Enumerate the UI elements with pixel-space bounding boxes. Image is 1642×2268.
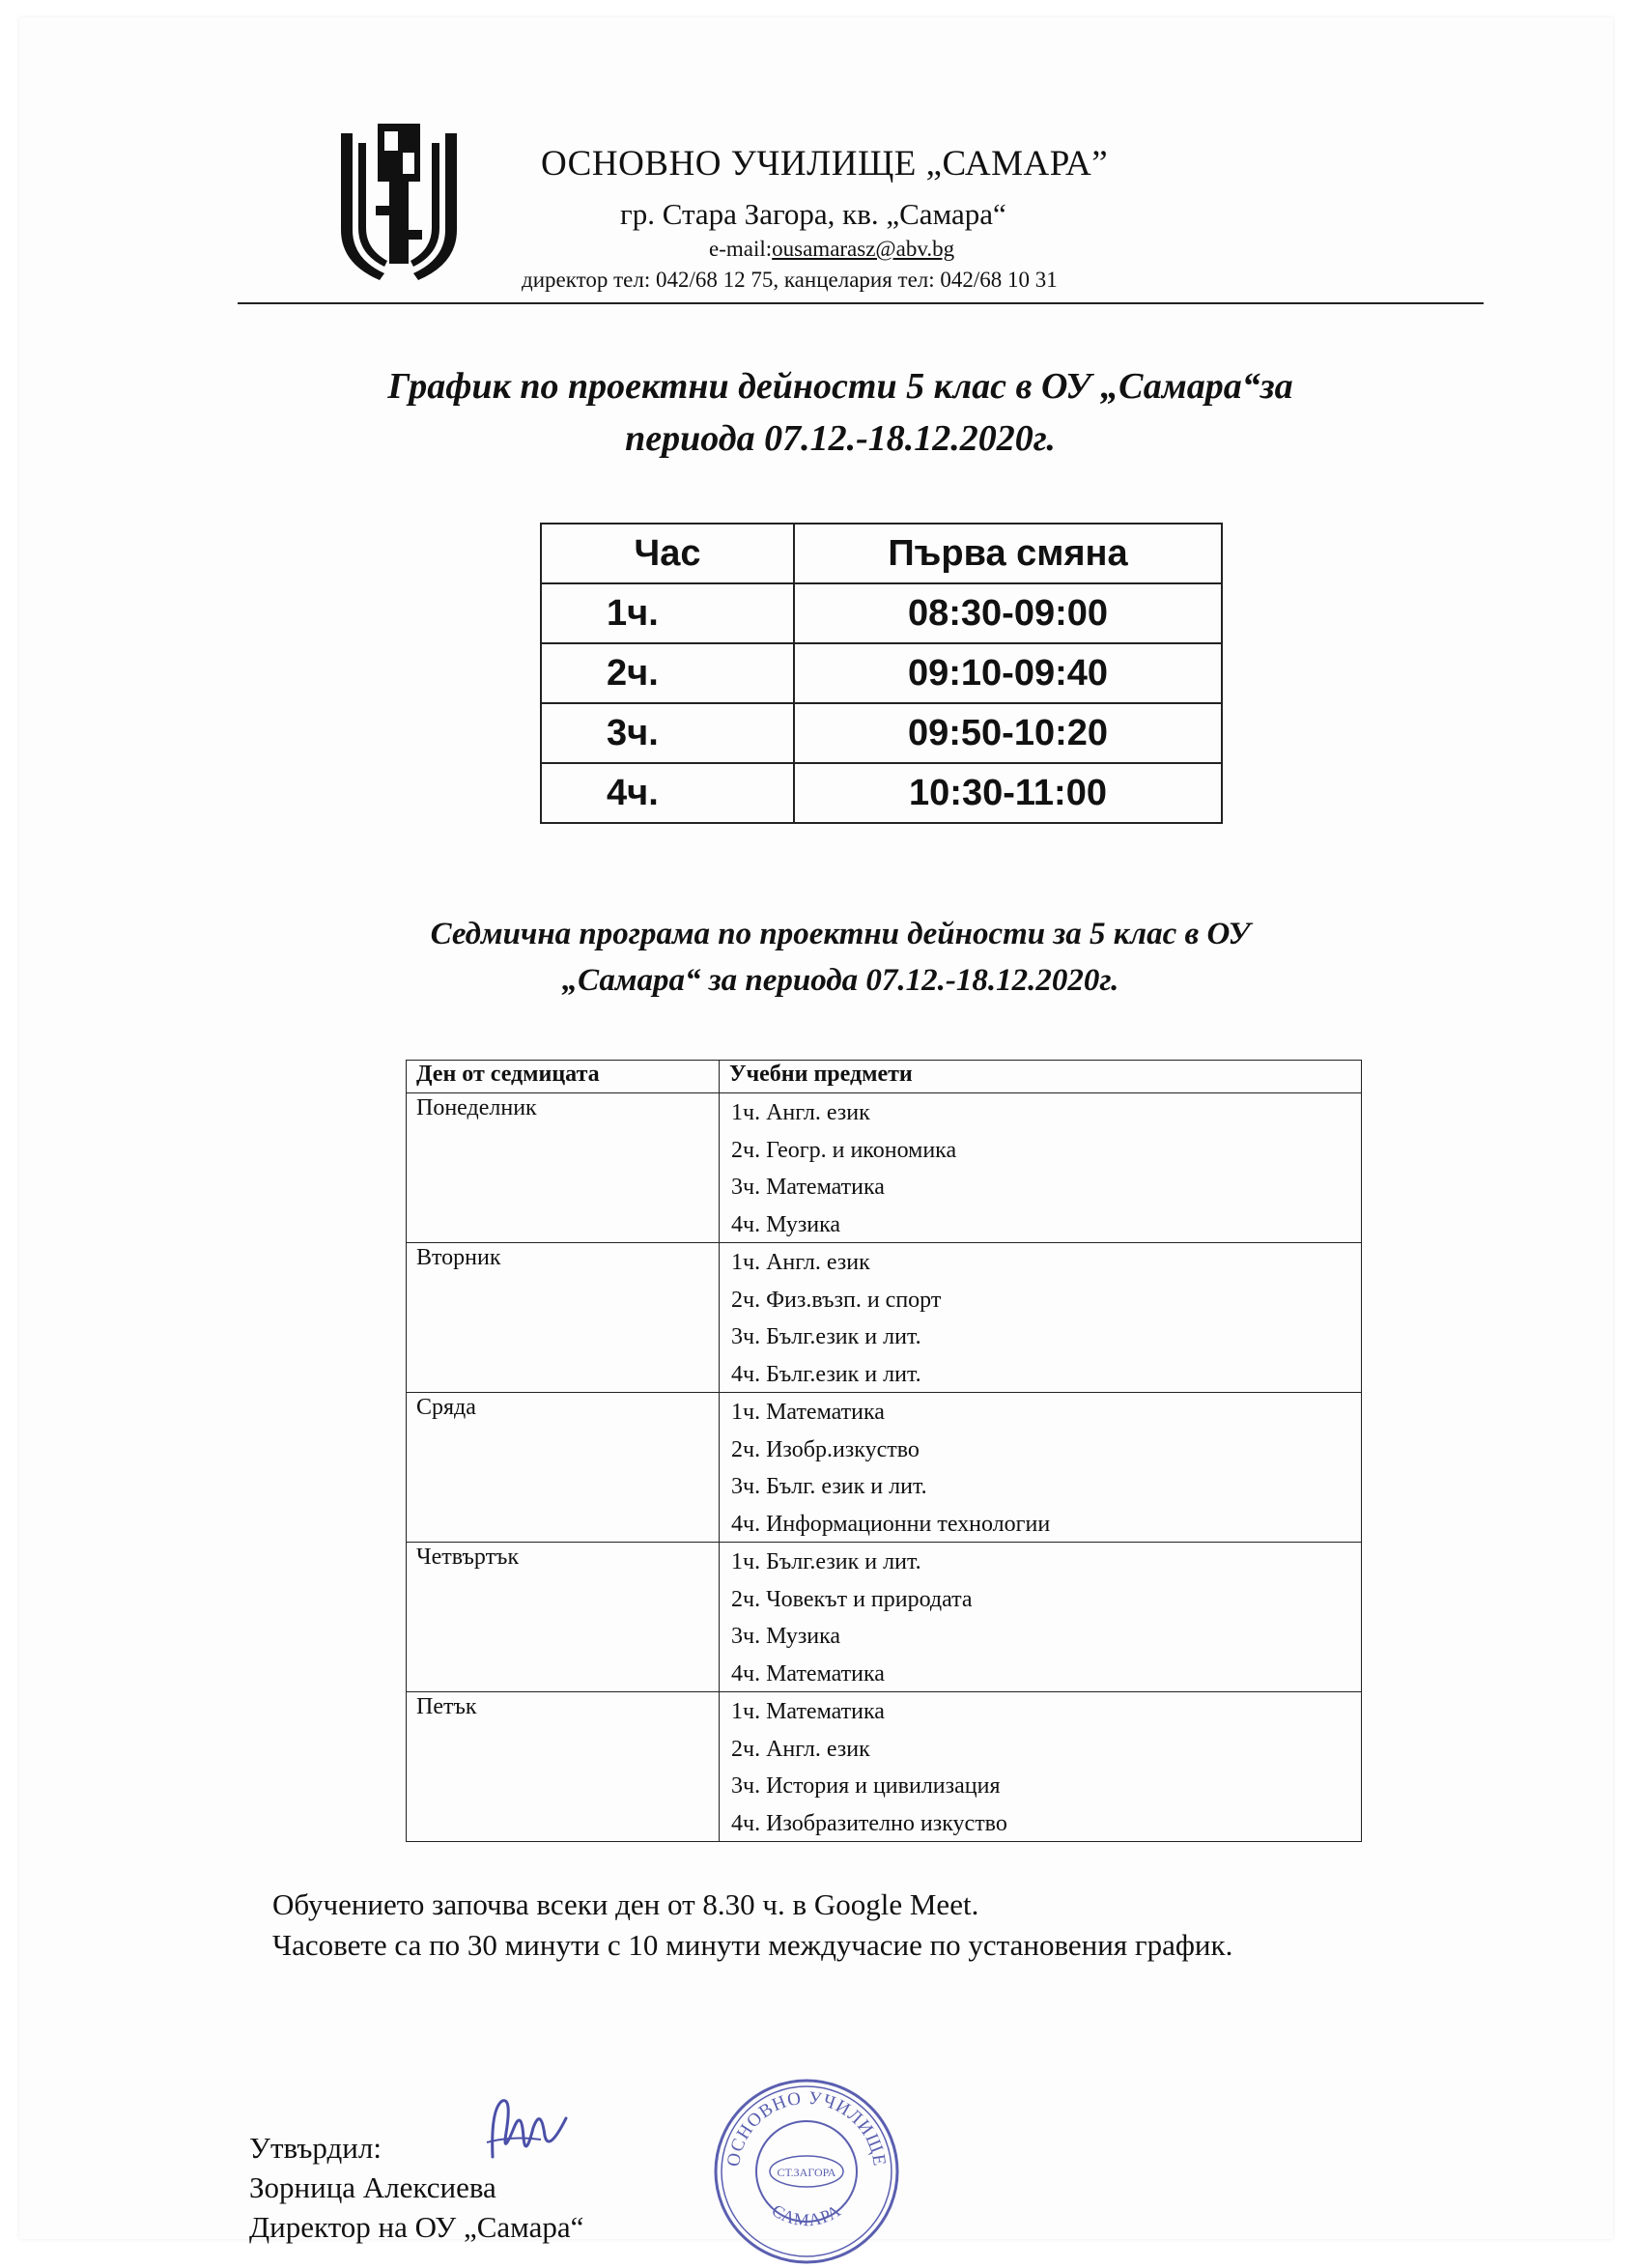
subject-entry: 1ч. Англ. език — [731, 1250, 870, 1275]
week-header-day: Ден от седмицата — [407, 1061, 720, 1093]
week-row-friday — [407, 1692, 1362, 1842]
schedule-title-line1: График по проектни дейности 5 клас в ОУ „Самара“за — [387, 366, 1293, 407]
approver-position: Директор на ОУ „Самара“ — [249, 2210, 584, 2244]
hours-cell-hour: 3ч. — [541, 703, 794, 763]
subject-entry: 1ч. Математика — [731, 1400, 885, 1425]
schedule-title — [212, 360, 1468, 465]
approver-name: Зорница Алексиева — [249, 2170, 496, 2204]
hours-row — [541, 703, 1222, 763]
school-email — [709, 237, 954, 262]
school-stamp — [710, 2075, 903, 2268]
subject-entry: 3ч. Бълг. език и лит. — [731, 1474, 927, 1499]
subject-entry: 1ч. Англ. език — [731, 1100, 870, 1125]
subject-entry: 2ч. Англ. език — [731, 1736, 870, 1762]
subject-entry: 4ч. Изобразително изкуство — [731, 1810, 1007, 1836]
subject-entry: 4ч. Информационни технологии — [731, 1511, 1051, 1537]
weekly-program-title-line1: Седмична програма по проектни дейности за 5 клас в ОУ — [430, 917, 1251, 951]
subject-entry: 3ч. Математика — [731, 1175, 885, 1200]
email-label: e-mail: — [709, 237, 773, 261]
hours-cell-hour: 4ч. — [541, 763, 794, 823]
signature — [473, 2089, 580, 2176]
svg-text:САМАРА — [769, 2200, 845, 2230]
stamp-bottom-text: САМАРА — [768, 2199, 845, 2230]
subject-entry: 1ч. Бълг.език и лит. — [731, 1549, 921, 1574]
hours-row — [541, 763, 1222, 823]
approval-label: Утвърдил: — [249, 2131, 382, 2165]
notes — [272, 1885, 1232, 1966]
hours-cell-time: 09:10-09:40 — [794, 643, 1222, 703]
subject-entry: 4ч. Музика — [731, 1211, 841, 1237]
subject-entry: 4ч. Бълг.език и лит. — [731, 1361, 921, 1387]
hours-cell-time: 09:50-10:20 — [794, 703, 1222, 763]
hours-cell-time: 10:30-11:00 — [794, 763, 1222, 823]
subject-entry: 2ч. Човекът и природата — [731, 1586, 973, 1612]
weekly-program-title-line2: „Самара“ за периода 07.12.-18.12.2020г. — [561, 963, 1119, 998]
hours-header-shift: Първа смяна — [794, 524, 1222, 583]
subject-entry: 2ч. Изобр.изкуство — [731, 1436, 920, 1462]
header-divider — [238, 302, 1484, 304]
weekly-program-title — [212, 911, 1468, 1004]
subject-entry: 3ч. Музика — [731, 1624, 841, 1649]
day-cell: Сряда — [407, 1393, 720, 1543]
subject-entry: 2ч. Геогр. и икономика — [731, 1137, 957, 1163]
subjects-cell — [720, 1243, 1362, 1393]
subject-entry: 1ч. Математика — [731, 1699, 885, 1724]
document-page — [19, 17, 1613, 2244]
note-start: Обучението започва всеки ден от 8.30 ч. в Google Meet. — [272, 1887, 979, 1921]
school-name: ОСНОВНО УЧИЛИЩЕ „САМАРА” — [541, 144, 1109, 184]
stamp-center-text: СТ.ЗАГОРА — [777, 2166, 836, 2179]
week-row-wednesday — [407, 1393, 1362, 1543]
subjects-cell — [720, 1393, 1362, 1543]
subjects-cell — [720, 1692, 1362, 1842]
week-row-monday — [407, 1093, 1362, 1243]
weekly-program-table — [406, 1060, 1362, 1842]
school-address: гр. Стара Загора, кв. „Самара“ — [620, 197, 1006, 231]
subject-entry: 2ч. Физ.възп. и спорт — [731, 1287, 942, 1313]
hours-row — [541, 583, 1222, 643]
hours-row — [541, 643, 1222, 703]
week-row-thursday — [407, 1543, 1362, 1692]
schedule-title-line2: периода 07.12.-18.12.2020г. — [625, 418, 1056, 459]
hours-cell-hour: 1ч. — [541, 583, 794, 643]
subjects-cell — [720, 1543, 1362, 1692]
hours-cell-hour: 2ч. — [541, 643, 794, 703]
subject-entry: 3ч. История и цивилизация — [731, 1773, 1001, 1799]
hours-header-hour: Час — [541, 524, 794, 583]
day-cell: Понеделник — [407, 1093, 720, 1243]
note-duration: Часовете са по 30 минути с 10 минути междучасие по установения график. — [272, 1928, 1233, 1962]
hours-table — [540, 523, 1223, 824]
school-phones: директор тел: 042/68 12 75, канцелария тел: 042/68 10 31 — [522, 268, 1058, 292]
week-header-subjects: Учебни предмети — [720, 1061, 1362, 1093]
week-row-tuesday — [407, 1243, 1362, 1393]
week-header-row — [407, 1061, 1362, 1093]
school-logo — [331, 114, 467, 288]
hours-header-row — [541, 524, 1222, 583]
stamp-outer-text: ОСНОВНО УЧИЛИЩЕ — [722, 2087, 890, 2169]
day-cell: Вторник — [407, 1243, 720, 1393]
day-cell: Петък — [407, 1692, 720, 1842]
subject-entry: 4ч. Математика — [731, 1660, 885, 1687]
email-link[interactable]: ousamarasz@abv.bg — [772, 237, 955, 261]
subject-entry: 3ч. Бълг.език и лит. — [731, 1324, 921, 1349]
day-cell: Четвъртък — [407, 1543, 720, 1692]
hours-cell-time: 08:30-09:00 — [794, 583, 1222, 643]
subjects-cell — [720, 1093, 1362, 1243]
